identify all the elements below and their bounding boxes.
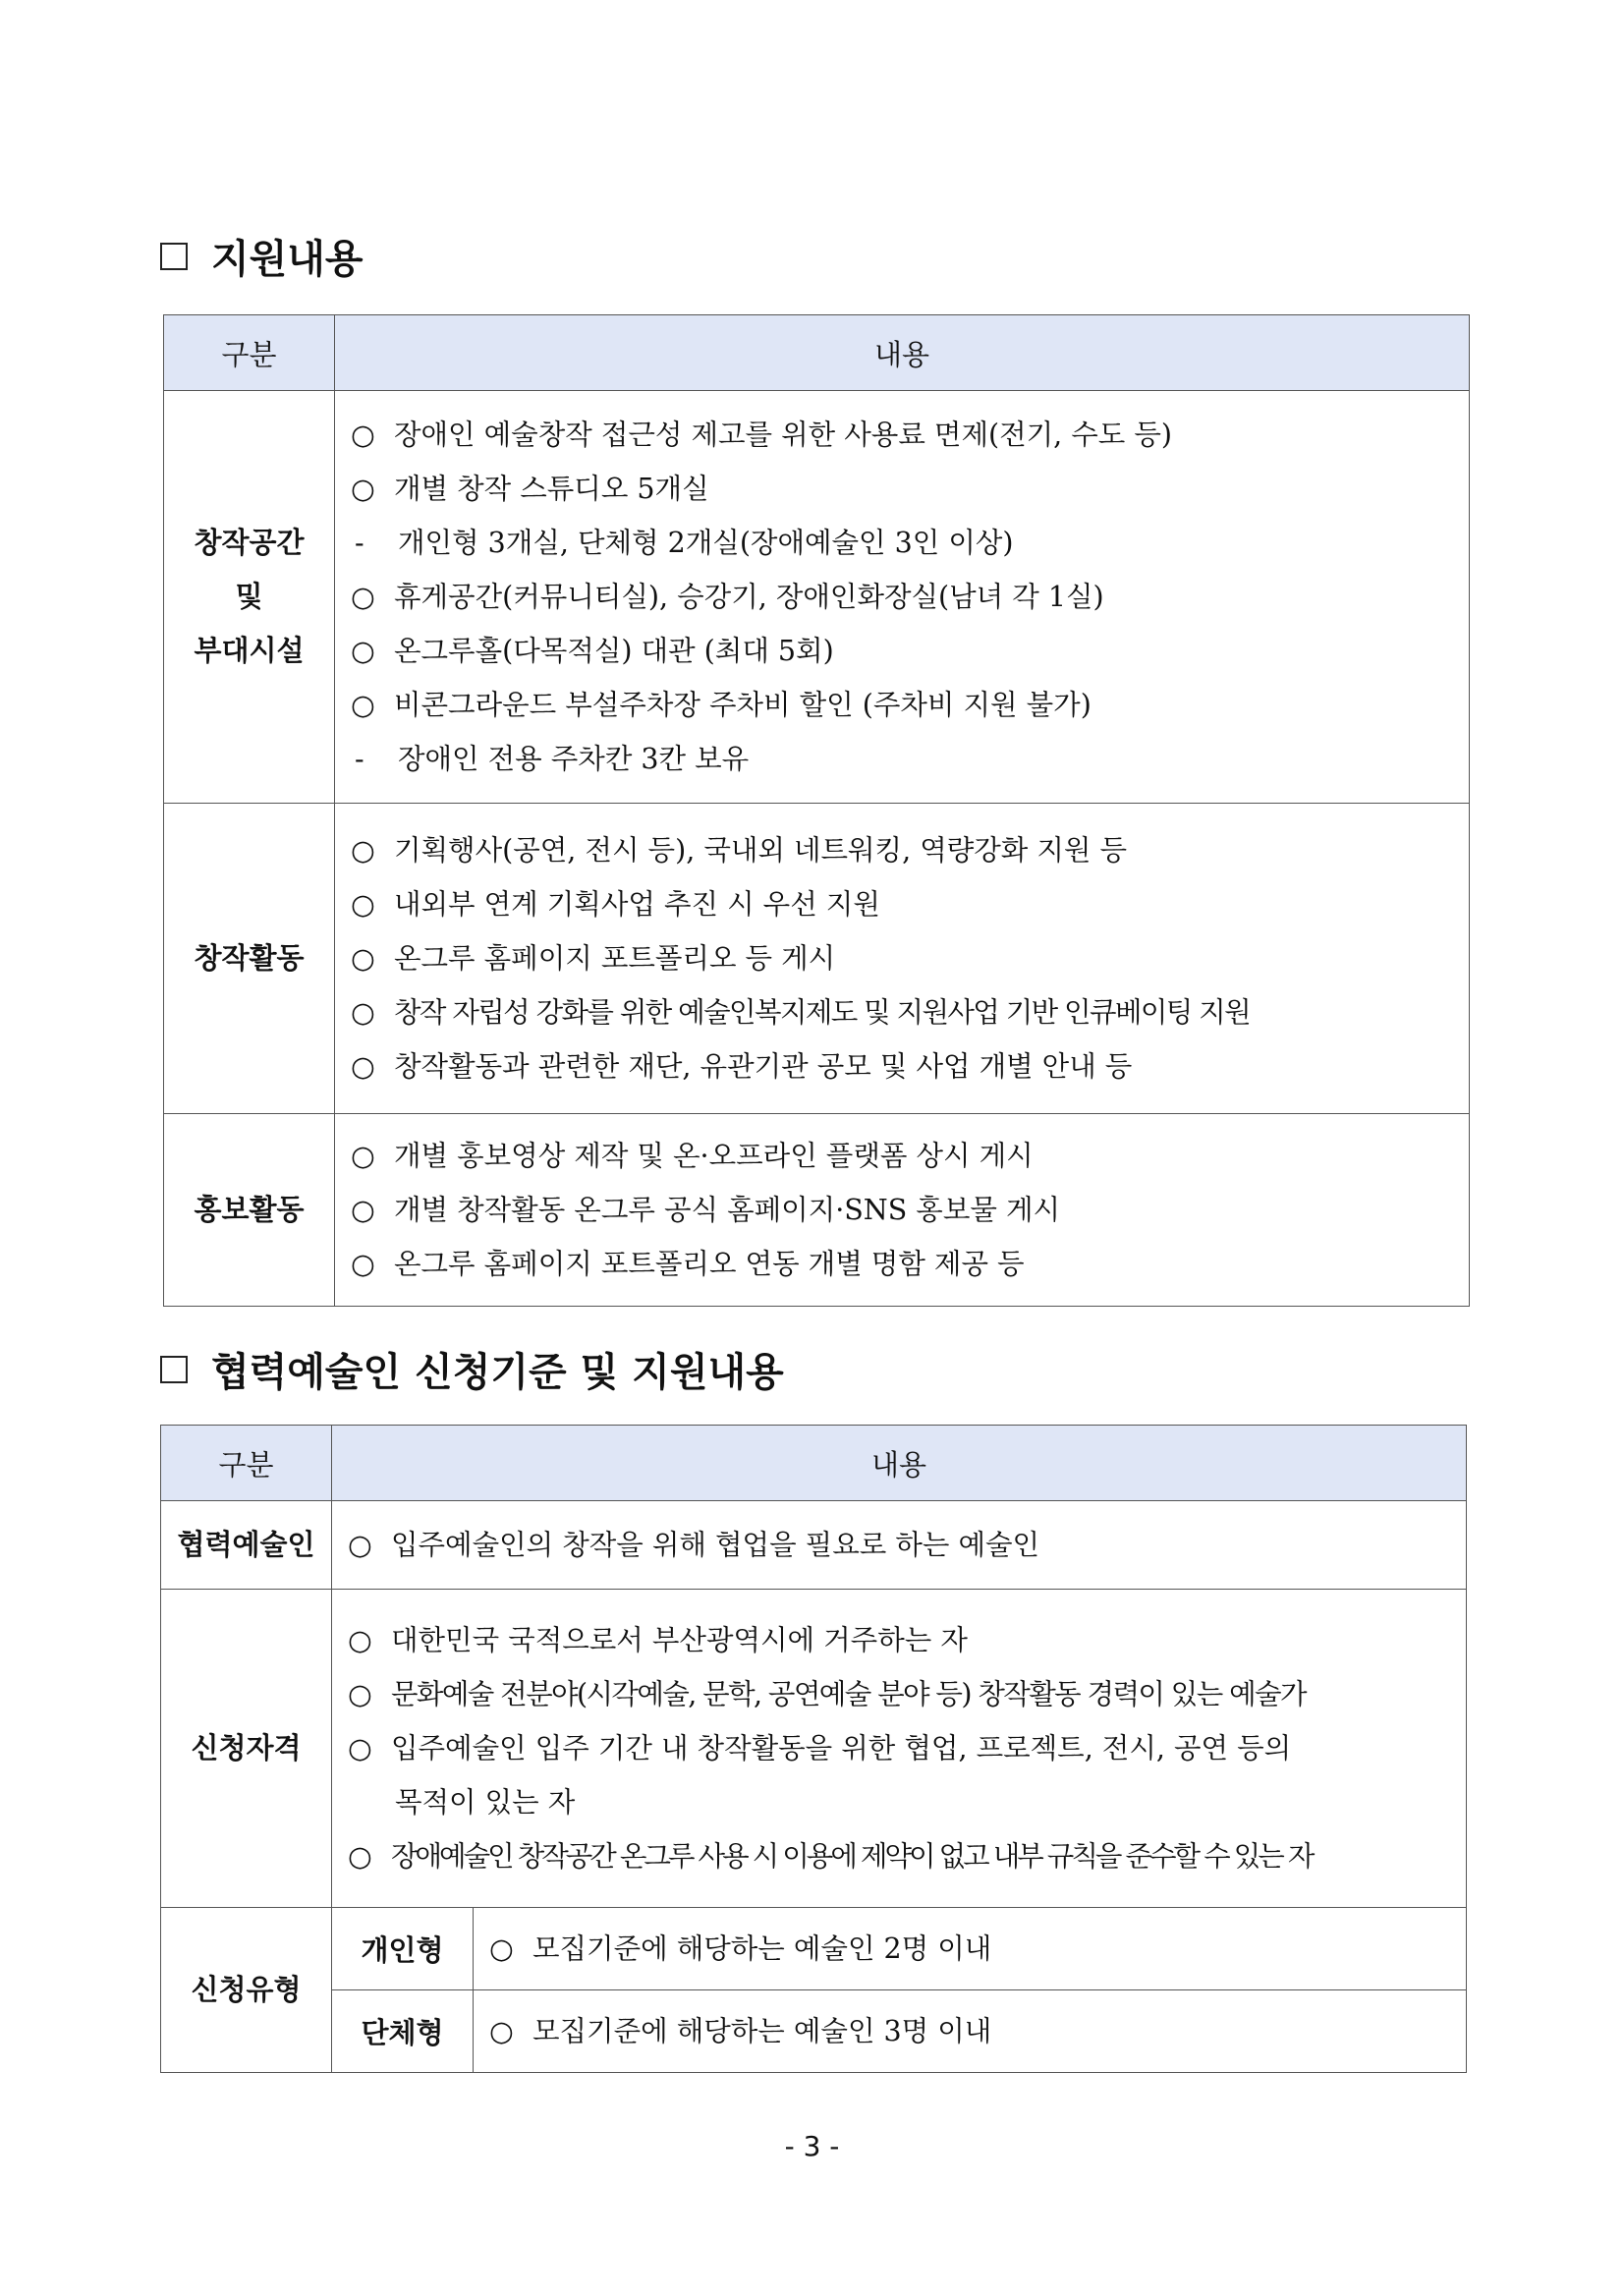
header-category: 구분 [164,315,335,391]
row-content [332,1501,1467,1590]
section-title: 지원내용 [211,237,364,282]
list-item: ○ 개별 창작활동 온그루 공식 홈페이지·SNS 홍보물 게시 [351,1194,1061,1226]
list-item: ○ 입주예술인 입주 기간 내 창작활동을 위한 협업, 프로젝트, 전시, 공연 등의 [348,1732,1292,1764]
list-item: ○ 휴게공간(커뮤니티실), 승강기, 장애인화장실(남녀 각 1실) [351,581,1104,613]
table-row [161,1908,1467,1990]
row-category: 홍보활동 [164,1114,335,1307]
header-content: 내용 [332,1426,1467,1501]
table-row [164,391,1470,804]
row-content [474,1908,1467,1990]
type-label: 개인형 [332,1908,474,1990]
table-row [164,804,1470,1114]
list-item: ○ 모집기준에 해당하는 예술인 2명 이내 [489,1932,992,1965]
section-heading-support [160,228,364,284]
list-item: ○ 내외부 연계 기획사업 추진 시 우선 지원 [351,888,880,921]
row-content [474,1990,1467,2073]
header-content: 내용 [335,315,1470,391]
row-category: 신청자격 [161,1590,332,1908]
list-item: ○ 대한민국 국적으로서 부산광역시에 거주하는 자 [348,1624,968,1656]
table-row [164,1114,1470,1307]
list-item: ○ 온그루홀(다목적실) 대관 (최대 5회) [351,635,834,667]
section-heading-partner [160,1341,784,1397]
header-category: 구분 [161,1426,332,1501]
list-item: ○ 기획행사(공연, 전시 등), 국내외 네트워킹, 역량강화 지원 등 [351,834,1128,867]
checkbox-square-icon [160,1356,188,1383]
list-item: ○ 개별 홍보영상 제작 및 온·오프라인 플랫폼 상시 게시 [351,1140,1034,1172]
row-category: 창작활동 [164,804,335,1114]
list-item: - 장애인 전용 주차칸 3칸 보유 [355,743,750,775]
list-item: ○ 장애인 예술창작 접근성 제고를 위한 사용료 면제(전기, 수도 등) [351,419,1173,451]
checkbox-square-icon [160,243,188,270]
row-content [335,1114,1470,1307]
row-category: 신청유형 [161,1908,332,2073]
list-item: ○ 창작 자립성 강화를 위한 예술인복지제도 및 지원사업 기반 인큐베이팅 지원 [351,996,1250,1029]
support-table [163,314,1470,1307]
list-item: ○ 모집기준에 해당하는 예술인 3명 이내 [489,2015,992,2047]
list-item: ○ 창작활동과 관련한 재단, 유관기관 공모 및 사업 개별 안내 등 [351,1050,1133,1083]
list-item: ○ 온그루 홈페이지 포트폴리오 연동 개별 명함 제공 등 [351,1248,1025,1280]
row-content [335,804,1470,1114]
list-item: ○ 장애예술인 창작공간 온그루 사용 시 이용에 제약이 없고 내부 규칙을 준수할 수 있는 자 [348,1840,1313,1873]
list-item: 목적이 있는 자 [395,1786,576,1819]
row-content [335,391,1470,804]
partner-table [160,1425,1467,2073]
section-title: 협력예술인 신청기준 및 지원내용 [211,1350,784,1395]
page-number: - 3 - [784,2130,840,2162]
list-item: ○ 입주예술인의 창작을 위해 협업을 필요로 하는 예술인 [348,1529,1040,1561]
list-item: ○ 개별 창작 스튜디오 5개실 [351,473,709,505]
table-header-row [164,315,1470,391]
list-item: - 개인형 3개실, 단체형 2개실(장애예술인 3인 이상) [355,527,1014,559]
row-category: 창작공간 및 부대시설 [164,391,335,804]
list-item: ○ 문화예술 전분야(시각예술, 문학, 공연예술 분야 등) 창작활동 경력이 있는 예술가 [348,1678,1306,1710]
table-row [161,1590,1467,1908]
list-item: ○ 온그루 홈페이지 포트폴리오 등 게시 [351,942,836,975]
table-row [161,1501,1467,1590]
table-header-row [161,1426,1467,1501]
row-category: 협력예술인 [161,1501,332,1590]
row-content [332,1590,1467,1908]
table-row [161,1990,1467,2073]
type-label: 단체형 [332,1990,474,2073]
list-item: ○ 비콘그라운드 부설주차장 주차비 할인 (주차비 지원 불가) [351,689,1092,721]
